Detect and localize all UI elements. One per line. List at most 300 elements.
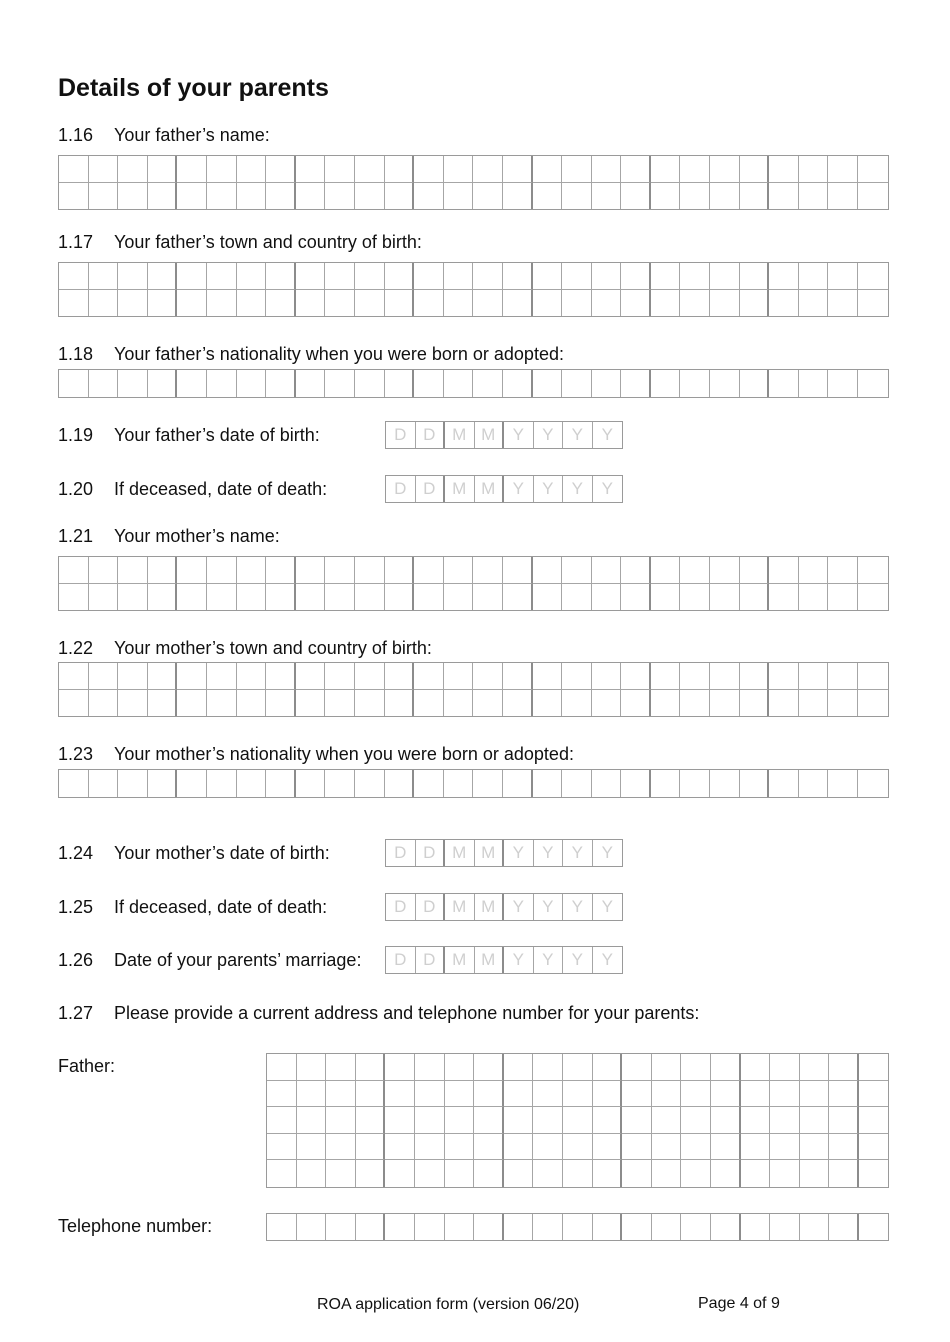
char-box[interactable] (858, 663, 888, 690)
char-box[interactable] (503, 290, 533, 317)
char-box[interactable] (444, 183, 474, 210)
date-digit-box[interactable]: D (416, 476, 446, 502)
char-box[interactable] (858, 557, 888, 584)
date-digit-box[interactable]: D (386, 894, 416, 920)
char-box[interactable] (593, 1081, 623, 1108)
char-box[interactable] (800, 1160, 830, 1187)
char-box[interactable] (651, 370, 681, 397)
char-box[interactable] (504, 1134, 534, 1161)
char-box[interactable] (769, 290, 799, 317)
char-box[interactable] (799, 156, 829, 183)
char-box[interactable] (740, 690, 770, 717)
char-box[interactable] (325, 263, 355, 290)
char-box[interactable] (533, 263, 563, 290)
char-box[interactable] (59, 183, 89, 210)
char-box[interactable] (593, 1160, 623, 1187)
char-box[interactable] (622, 1081, 652, 1108)
char-box[interactable] (415, 1107, 445, 1134)
char-box[interactable] (118, 584, 148, 611)
char-box[interactable] (621, 584, 651, 611)
char-box[interactable] (414, 290, 444, 317)
char-box[interactable] (207, 370, 237, 397)
char-box[interactable] (177, 770, 207, 797)
char-box[interactable] (533, 1160, 563, 1187)
char-box[interactable] (356, 1160, 386, 1187)
char-box[interactable] (177, 663, 207, 690)
char-box[interactable] (89, 663, 119, 690)
char-box[interactable] (769, 584, 799, 611)
char-box[interactable] (385, 557, 415, 584)
char-box[interactable] (593, 1214, 623, 1240)
date-digit-box[interactable]: M (475, 476, 505, 502)
char-box[interactable] (710, 263, 740, 290)
char-box[interactable] (503, 770, 533, 797)
date-digit-box[interactable]: D (386, 476, 416, 502)
char-box[interactable] (563, 1107, 593, 1134)
char-box[interactable] (828, 290, 858, 317)
char-box[interactable] (740, 290, 770, 317)
char-box[interactable] (266, 584, 296, 611)
char-box[interactable] (325, 183, 355, 210)
char-box[interactable] (680, 690, 710, 717)
char-box[interactable] (859, 1107, 889, 1134)
char-box[interactable] (414, 663, 444, 690)
char-box[interactable] (414, 557, 444, 584)
char-box[interactable] (829, 1214, 859, 1240)
char-box[interactable] (711, 1107, 741, 1134)
date-digit-box[interactable]: Y (601, 897, 613, 916)
char-box[interactable] (859, 1214, 889, 1240)
date-digit-box[interactable]: Y (504, 894, 534, 920)
char-box[interactable] (148, 663, 178, 690)
char-box[interactable] (652, 1134, 682, 1161)
char-box[interactable] (296, 370, 326, 397)
char-box[interactable] (207, 557, 237, 584)
char-box[interactable] (355, 263, 385, 290)
char-box[interactable] (207, 584, 237, 611)
char-box[interactable] (177, 584, 207, 611)
char-box[interactable] (444, 584, 474, 611)
father-nationality-grid[interactable] (58, 369, 889, 398)
char-box[interactable] (770, 1054, 800, 1081)
char-box[interactable] (415, 1160, 445, 1187)
char-box[interactable] (445, 1214, 475, 1240)
char-box[interactable] (681, 1054, 711, 1081)
char-box[interactable] (562, 663, 592, 690)
char-box[interactable] (326, 1214, 356, 1240)
char-box[interactable] (266, 263, 296, 290)
father-dob-field[interactable] (385, 421, 623, 449)
char-box[interactable] (562, 263, 592, 290)
date-digit-box[interactable]: Y (563, 422, 593, 448)
char-box[interactable] (474, 1081, 504, 1108)
char-box[interactable] (504, 1081, 534, 1108)
char-box[interactable] (385, 263, 415, 290)
char-box[interactable] (267, 1107, 297, 1134)
char-box[interactable] (385, 183, 415, 210)
char-box[interactable] (89, 156, 119, 183)
char-box[interactable] (355, 290, 385, 317)
char-box[interactable] (563, 1081, 593, 1108)
father-dod-field[interactable] (385, 475, 623, 503)
char-box[interactable] (325, 690, 355, 717)
char-box[interactable] (89, 690, 119, 717)
date-digit-box[interactable]: D (386, 840, 416, 866)
char-box[interactable] (710, 690, 740, 717)
char-box[interactable] (355, 584, 385, 611)
char-box[interactable] (859, 1081, 889, 1108)
char-box[interactable] (741, 1107, 771, 1134)
char-box[interactable] (266, 663, 296, 690)
char-box[interactable] (296, 156, 326, 183)
char-box[interactable] (563, 1214, 593, 1240)
date-digit-box[interactable]: Y (504, 840, 534, 866)
char-box[interactable] (237, 263, 267, 290)
char-box[interactable] (828, 690, 858, 717)
char-box[interactable] (385, 156, 415, 183)
char-box[interactable] (415, 1054, 445, 1081)
char-box[interactable] (652, 1081, 682, 1108)
char-box[interactable] (356, 1081, 386, 1108)
char-box[interactable] (652, 1160, 682, 1187)
char-box[interactable] (385, 1214, 415, 1240)
char-box[interactable] (680, 183, 710, 210)
char-box[interactable] (680, 663, 710, 690)
char-box[interactable] (770, 1214, 800, 1240)
char-box[interactable] (355, 557, 385, 584)
char-box[interactable] (533, 770, 563, 797)
char-box[interactable] (858, 156, 888, 183)
date-digit-box[interactable]: Y (601, 479, 613, 498)
char-box[interactable] (680, 770, 710, 797)
char-box[interactable] (622, 1107, 652, 1134)
char-box[interactable] (325, 156, 355, 183)
char-box[interactable] (680, 263, 710, 290)
father-address-grid[interactable] (266, 1053, 889, 1188)
char-box[interactable] (355, 156, 385, 183)
char-box[interactable] (177, 290, 207, 317)
char-box[interactable] (59, 370, 89, 397)
char-box[interactable] (504, 1160, 534, 1187)
char-box[interactable] (118, 183, 148, 210)
char-box[interactable] (651, 156, 681, 183)
char-box[interactable] (385, 370, 415, 397)
telephone-grid[interactable] (266, 1213, 889, 1241)
date-digit-box[interactable]: Y (534, 476, 564, 502)
char-box[interactable] (325, 557, 355, 584)
char-box[interactable] (473, 263, 503, 290)
char-box[interactable] (59, 690, 89, 717)
char-box[interactable] (563, 1054, 593, 1081)
char-box[interactable] (828, 156, 858, 183)
char-box[interactable] (355, 183, 385, 210)
char-box[interactable] (681, 1214, 711, 1240)
char-box[interactable] (593, 1054, 623, 1081)
date-digit-box[interactable]: Y (563, 947, 593, 973)
char-box[interactable] (118, 690, 148, 717)
char-box[interactable] (473, 290, 503, 317)
char-box[interactable] (118, 770, 148, 797)
char-box[interactable] (237, 290, 267, 317)
char-box[interactable] (177, 183, 207, 210)
father-birthplace-grid[interactable] (58, 262, 889, 317)
date-digit-box[interactable]: M (445, 476, 475, 502)
char-box[interactable] (385, 663, 415, 690)
char-box[interactable] (385, 290, 415, 317)
char-box[interactable] (207, 770, 237, 797)
char-box[interactable] (799, 183, 829, 210)
char-box[interactable] (799, 770, 829, 797)
char-box[interactable] (710, 770, 740, 797)
char-box[interactable] (355, 770, 385, 797)
char-box[interactable] (266, 370, 296, 397)
char-box[interactable] (800, 1081, 830, 1108)
char-box[interactable] (592, 557, 622, 584)
char-box[interactable] (473, 690, 503, 717)
char-box[interactable] (533, 183, 563, 210)
char-box[interactable] (267, 1081, 297, 1108)
char-box[interactable] (800, 1134, 830, 1161)
char-box[interactable] (503, 557, 533, 584)
char-box[interactable] (621, 690, 651, 717)
char-box[interactable] (444, 690, 474, 717)
char-box[interactable] (651, 663, 681, 690)
char-box[interactable] (621, 663, 651, 690)
char-box[interactable] (148, 584, 178, 611)
char-box[interactable] (740, 370, 770, 397)
char-box[interactable] (711, 1081, 741, 1108)
char-box[interactable] (503, 183, 533, 210)
char-box[interactable] (207, 183, 237, 210)
char-box[interactable] (592, 370, 622, 397)
char-box[interactable] (799, 690, 829, 717)
char-box[interactable] (503, 263, 533, 290)
char-box[interactable] (858, 690, 888, 717)
char-box[interactable] (680, 290, 710, 317)
char-box[interactable] (651, 263, 681, 290)
char-box[interactable] (769, 770, 799, 797)
char-box[interactable] (207, 663, 237, 690)
char-box[interactable] (326, 1107, 356, 1134)
char-box[interactable] (799, 370, 829, 397)
char-box[interactable] (622, 1160, 652, 1187)
char-box[interactable] (118, 663, 148, 690)
char-box[interactable] (326, 1054, 356, 1081)
char-box[interactable] (593, 1134, 623, 1161)
char-box[interactable] (828, 663, 858, 690)
char-box[interactable] (503, 663, 533, 690)
char-box[interactable] (592, 290, 622, 317)
date-digit-box[interactable]: Y (534, 840, 564, 866)
char-box[interactable] (148, 557, 178, 584)
char-box[interactable] (829, 1160, 859, 1187)
char-box[interactable] (296, 290, 326, 317)
char-box[interactable] (445, 1134, 475, 1161)
char-box[interactable] (592, 584, 622, 611)
char-box[interactable] (356, 1134, 386, 1161)
char-box[interactable] (740, 770, 770, 797)
char-box[interactable] (266, 156, 296, 183)
char-box[interactable] (415, 1214, 445, 1240)
char-box[interactable] (296, 263, 326, 290)
char-box[interactable] (444, 663, 474, 690)
char-box[interactable] (652, 1214, 682, 1240)
char-box[interactable] (741, 1160, 771, 1187)
char-box[interactable] (769, 663, 799, 690)
date-digit-box[interactable]: Y (601, 950, 613, 969)
char-box[interactable] (473, 370, 503, 397)
char-box[interactable] (237, 156, 267, 183)
char-box[interactable] (89, 770, 119, 797)
char-box[interactable] (385, 1054, 415, 1081)
char-box[interactable] (651, 584, 681, 611)
char-box[interactable] (711, 1054, 741, 1081)
char-box[interactable] (118, 557, 148, 584)
char-box[interactable] (177, 557, 207, 584)
char-box[interactable] (621, 263, 651, 290)
char-box[interactable] (828, 370, 858, 397)
char-box[interactable] (385, 1160, 415, 1187)
char-box[interactable] (681, 1134, 711, 1161)
date-digit-box[interactable]: Y (534, 947, 564, 973)
char-box[interactable] (770, 1081, 800, 1108)
date-digit-box[interactable]: M (475, 422, 505, 448)
char-box[interactable] (356, 1214, 386, 1240)
char-box[interactable] (533, 584, 563, 611)
char-box[interactable] (89, 183, 119, 210)
char-box[interactable] (296, 770, 326, 797)
char-box[interactable] (385, 584, 415, 611)
char-box[interactable] (533, 1081, 563, 1108)
char-box[interactable] (414, 156, 444, 183)
char-box[interactable] (770, 1107, 800, 1134)
char-box[interactable] (267, 1160, 297, 1187)
char-box[interactable] (296, 183, 326, 210)
char-box[interactable] (652, 1054, 682, 1081)
char-box[interactable] (237, 584, 267, 611)
char-box[interactable] (266, 770, 296, 797)
char-box[interactable] (770, 1160, 800, 1187)
char-box[interactable] (444, 290, 474, 317)
date-digit-box[interactable]: D (386, 422, 416, 448)
char-box[interactable] (118, 370, 148, 397)
char-box[interactable] (710, 370, 740, 397)
char-box[interactable] (710, 290, 740, 317)
date-digit-box[interactable]: D (386, 947, 416, 973)
char-box[interactable] (741, 1054, 771, 1081)
char-box[interactable] (622, 1054, 652, 1081)
char-box[interactable] (473, 770, 503, 797)
char-box[interactable] (297, 1214, 327, 1240)
char-box[interactable] (769, 183, 799, 210)
char-box[interactable] (652, 1107, 682, 1134)
char-box[interactable] (858, 770, 888, 797)
char-box[interactable] (859, 1160, 889, 1187)
char-box[interactable] (325, 584, 355, 611)
char-box[interactable] (444, 156, 474, 183)
char-box[interactable] (592, 770, 622, 797)
date-digit-box[interactable]: M (445, 422, 475, 448)
date-digit-box[interactable]: M (475, 947, 505, 973)
char-box[interactable] (326, 1081, 356, 1108)
char-box[interactable] (592, 156, 622, 183)
char-box[interactable] (297, 1054, 327, 1081)
char-box[interactable] (59, 584, 89, 611)
char-box[interactable] (828, 584, 858, 611)
char-box[interactable] (297, 1134, 327, 1161)
char-box[interactable] (504, 1214, 534, 1240)
char-box[interactable] (59, 290, 89, 317)
char-box[interactable] (593, 1107, 623, 1134)
char-box[interactable] (562, 690, 592, 717)
char-box[interactable] (296, 584, 326, 611)
char-box[interactable] (414, 770, 444, 797)
char-box[interactable] (325, 770, 355, 797)
date-digit-box[interactable]: Y (504, 476, 534, 502)
char-box[interactable] (621, 290, 651, 317)
char-box[interactable] (444, 263, 474, 290)
char-box[interactable] (177, 263, 207, 290)
char-box[interactable] (177, 156, 207, 183)
char-box[interactable] (473, 183, 503, 210)
date-digit-box[interactable]: Y (601, 425, 613, 444)
char-box[interactable] (769, 557, 799, 584)
char-box[interactable] (148, 156, 178, 183)
char-box[interactable] (445, 1054, 475, 1081)
mother-nationality-grid[interactable] (58, 769, 889, 798)
char-box[interactable] (148, 183, 178, 210)
char-box[interactable] (444, 770, 474, 797)
char-box[interactable] (118, 290, 148, 317)
char-box[interactable] (740, 584, 770, 611)
char-box[interactable] (237, 690, 267, 717)
char-box[interactable] (297, 1107, 327, 1134)
char-box[interactable] (148, 690, 178, 717)
char-box[interactable] (414, 584, 444, 611)
char-box[interactable] (741, 1134, 771, 1161)
char-box[interactable] (207, 156, 237, 183)
char-box[interactable] (385, 1107, 415, 1134)
char-box[interactable] (385, 690, 415, 717)
char-box[interactable] (355, 663, 385, 690)
char-box[interactable] (769, 156, 799, 183)
char-box[interactable] (207, 263, 237, 290)
date-digit-box[interactable]: Y (563, 476, 593, 502)
date-digit-box[interactable]: M (475, 894, 505, 920)
date-digit-box[interactable]: M (445, 947, 475, 973)
char-box[interactable] (800, 1214, 830, 1240)
char-box[interactable] (681, 1107, 711, 1134)
char-box[interactable] (562, 557, 592, 584)
char-box[interactable] (445, 1107, 475, 1134)
char-box[interactable] (740, 663, 770, 690)
char-box[interactable] (828, 557, 858, 584)
char-box[interactable] (237, 183, 267, 210)
char-box[interactable] (237, 370, 267, 397)
char-box[interactable] (710, 557, 740, 584)
char-box[interactable] (474, 1134, 504, 1161)
char-box[interactable] (266, 557, 296, 584)
char-box[interactable] (326, 1160, 356, 1187)
date-digit-box[interactable]: M (475, 840, 505, 866)
char-box[interactable] (799, 290, 829, 317)
char-box[interactable] (859, 1134, 889, 1161)
char-box[interactable] (385, 1134, 415, 1161)
char-box[interactable] (800, 1107, 830, 1134)
char-box[interactable] (355, 690, 385, 717)
char-box[interactable] (592, 263, 622, 290)
char-box[interactable] (266, 690, 296, 717)
